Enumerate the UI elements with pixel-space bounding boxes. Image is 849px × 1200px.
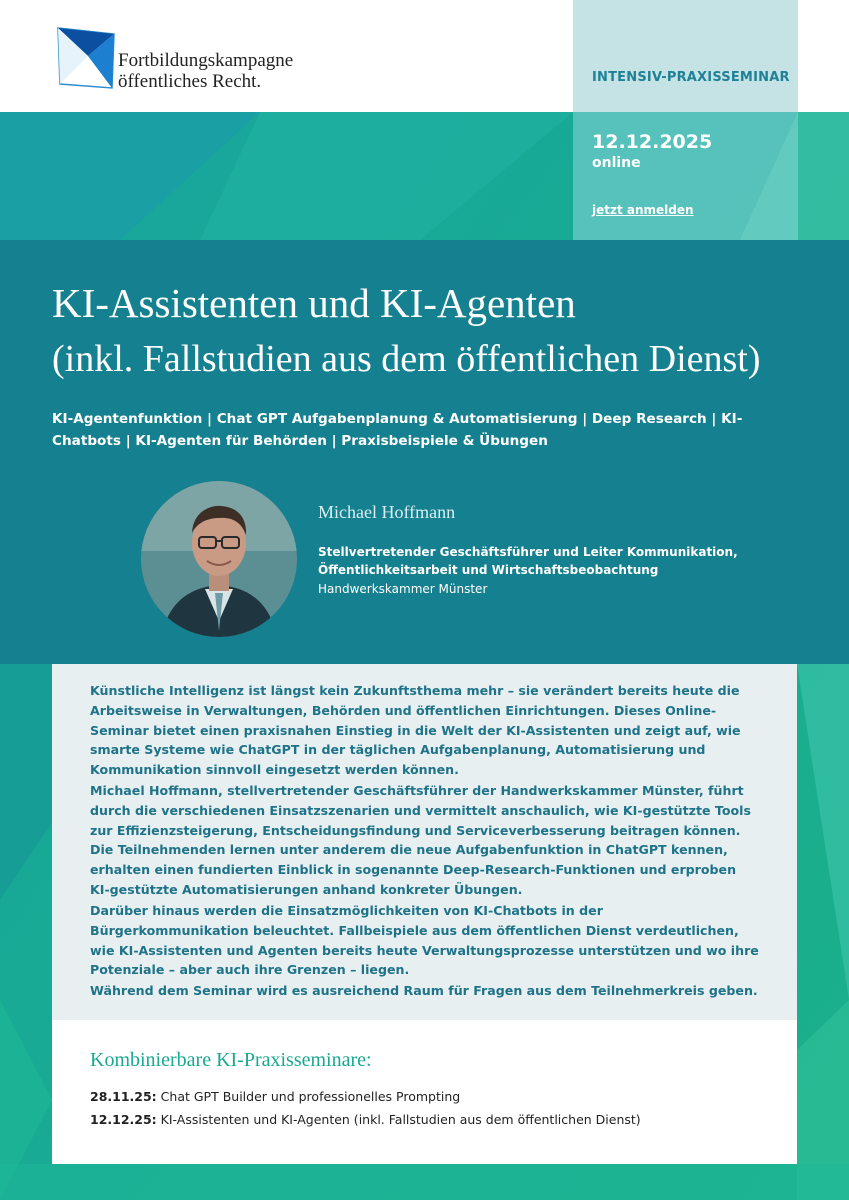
speaker-name: Michael Hoffmann [318, 502, 456, 522]
page-subtitle: (inkl. Fallstudien aus dem öffentlichen Dienst) [52, 338, 761, 380]
description-paragraph: Während dem Seminar wird es ausreichend Raum für Fragen aus dem Teilnehmerkreis geben. [90, 983, 758, 998]
description-paragraph: Michael Hoffmann, stellvertretender Geschäftsführer der Handwerkskammer Münster, führt durch die verschiedenen Einsatzszenarien und vermittelt anschaulich, wie KI-gestützte Tools zur Effizienzsteigerung, Entscheidungsfindung und Serviceverbesserung beitragen können. Die Teilnehmenden lernen unter anderem die neue Aufgabenfunktion in ChatGPT kennen, erhalten einen fundierten Einblick in sogenannte Deep-Research-Funktionen und erproben KI-gestützte Automatisierungen anhand konkreter Übungen. [90, 783, 751, 897]
seminar-list-item [90, 1089, 460, 1104]
speaker-role-line-2: Öffentlichkeitsarbeit und Wirtschaftsbeobachtung [318, 563, 659, 577]
logo-mark-icon [56, 26, 116, 90]
logo [56, 26, 316, 90]
seminar-date: 28.11.25: [90, 1089, 157, 1104]
seminar-date: 12.12.25: [90, 1112, 157, 1127]
seminar-title: Chat GPT Builder und professionelles Prompting [160, 1089, 461, 1104]
combinable-seminars-title: Kombinierbare KI-Praxisseminare: [90, 1049, 372, 1071]
page-title: KI-Assistenten und KI-Agenten [52, 280, 576, 326]
description-paragraph: Darüber hinaus werden die Einsatzmöglichkeiten von KI-Chatbots in der Bürgerkommunikation beleuchtet. Fallbeispiele aus dem öffentlichen Dienst verdeutlichen, wie KI-Assistenten und Agenten bereits heute Verwaltungsprozesse unterstützen und wo ihre Potenziale – aber auch ihre Grenzen – liegen. [90, 903, 759, 978]
topic-keywords: KI-Agentenfunktion | Chat GPT Aufgabenplanung & Automatisierung | Deep Research | KI-Chatbots | KI-Agenten für Behörden | Praxisbeispiele & Übungen [52, 411, 743, 449]
register-link[interactable]: jetzt anmelden [592, 203, 694, 217]
speaker-photo [141, 481, 297, 637]
event-place: online [592, 155, 641, 171]
logo-line-1: Fortbildungskampagne [118, 50, 294, 71]
speaker-role-line-1: Stellvertretender Geschäftsführer und Leiter Kommunikation, [318, 545, 738, 559]
seminar-type-badge: INTENSIV-PRAXISSEMINAR [592, 70, 790, 85]
logo-text [118, 50, 293, 92]
speaker-portrait-icon [141, 481, 297, 637]
badge-box [573, 0, 798, 112]
event-date: 12.12.2025 [592, 131, 713, 153]
speaker-organization: Handwerkskammer Münster [318, 582, 488, 596]
description-paragraph: Künstliche Intelligenz ist längst kein Zukunftsthema mehr – sie verändert bereits heute die Arbeitsweise in Verwaltungen, Behörden und öffentlichen Einrichtungen. Dieses Online-Seminar bietet einen praxisnahen Einstieg in die Welt der KI-Assistenten und zeigt auf, wie smarte Systeme wie ChatGPT in der täglichen Aufgabenplanung, Automatisierung und Kommunikation sinnvoll eingesetzt werden können. [90, 683, 741, 778]
seminar-title: KI-Assistenten und KI-Agenten (inkl. Fallstudien aus dem öffentlichen Dienst) [160, 1112, 641, 1127]
logo-line-2: öffentliches Recht. [118, 71, 262, 92]
seminar-list-item [90, 1112, 641, 1127]
